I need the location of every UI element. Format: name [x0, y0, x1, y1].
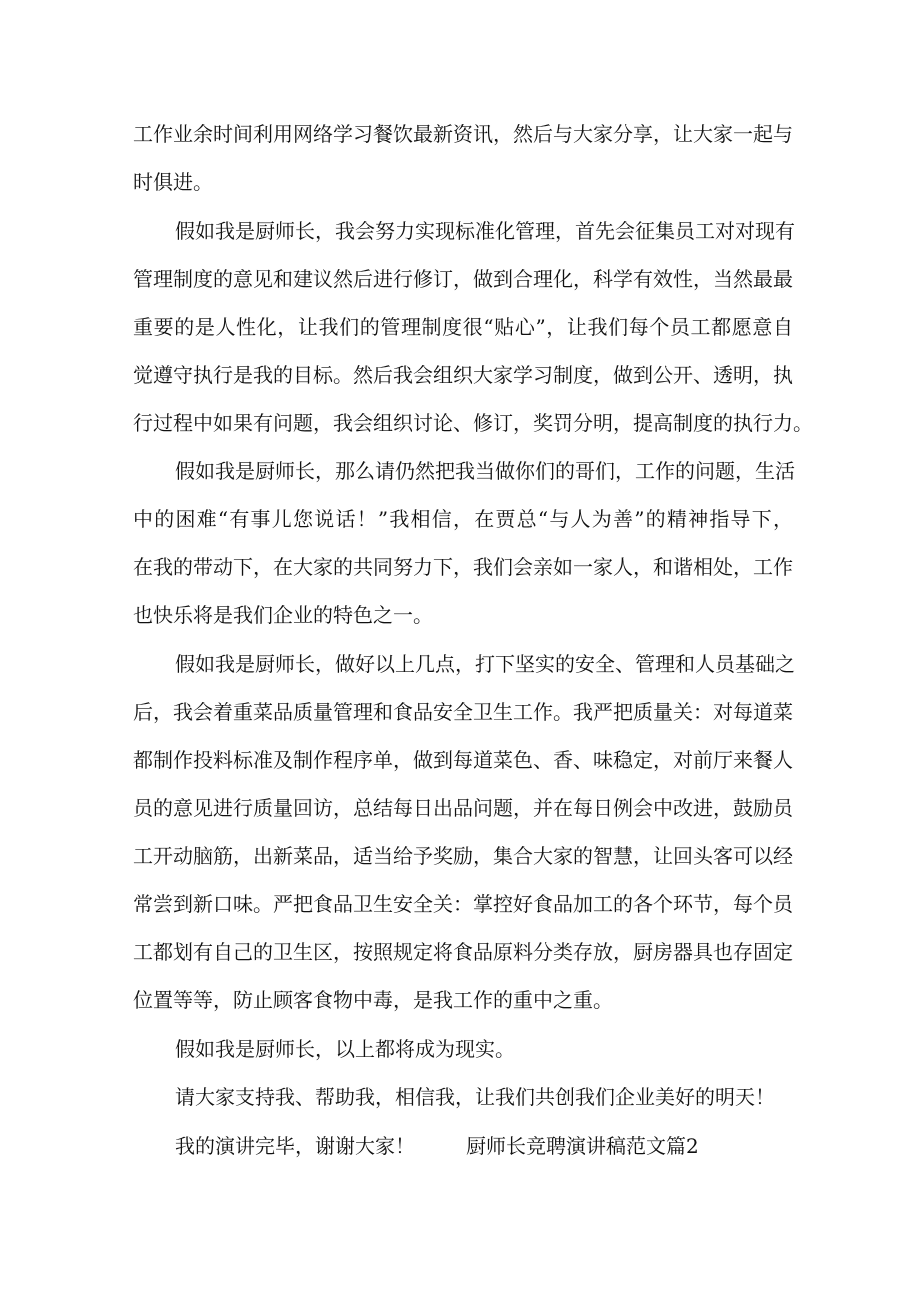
paragraph-2-line-1: 假如我是厨师长，我会努力实现标准化管理，首先会征集员工对对现有 [175, 219, 795, 243]
paragraph-4-line-2: 后，我会着重菜品质量管理和食品安全卫生工作。我严把质量关：对每道菜 [133, 700, 793, 724]
paragraph-3-line-2: 中的困难“有事儿您说话！”我相信，在贾总“与人为善”的精神指导下， [133, 507, 793, 531]
paragraph-4-line-1: 假如我是厨师长，做好以上几点，打下坚实的安全、管理和人员基础之 [175, 652, 795, 676]
paragraph-3-line-1: 假如我是厨师长，那么请仍然把我当做你们的哥们，工作的问题，生活 [175, 459, 795, 483]
paragraph-2-line-4: 觉遵守执行是我的目标。然后我会组织大家学习制度，做到公开、透明，执 [133, 363, 793, 387]
closing-line-3: 我的演讲完毕，谢谢大家！ [175, 1134, 415, 1158]
paragraph-4-line-8: 位置等等，防止顾客食物中毒，是我工作的重中之重。 [133, 988, 613, 1012]
paragraph-3-line-3: 在我的带动下，在大家的共同努力下，我们会亲如一家人，和谐相处，工作 [133, 555, 793, 579]
next-article-title: 厨师长竞聘演讲稿范文篇2 [466, 1134, 699, 1158]
paragraph-1-line-2: 时俱进。 [133, 170, 213, 194]
paragraph-4-line-5: 工开动脑筋，出新菜品，适当给予奖励，集合大家的智慧，让回头客可以经 [133, 844, 793, 868]
closing-line-1: 假如我是厨师长，以上都将成为现实。 [175, 1037, 515, 1061]
paragraph-2-line-3: 重要的是人性化，让我们的管理制度很“贴心”，让我们每个员工都愿意自 [133, 315, 793, 339]
paragraph-4-line-6: 常尝到新口味。严把食品卫生安全关：掌控好食品加工的各个环节，每个员 [133, 892, 793, 916]
paragraph-2-line-2: 管理制度的意见和建议然后进行修订，做到合理化，科学有效性，当然最最 [133, 267, 793, 291]
paragraph-1-line-1: 工作业余时间利用网络学习餐饮最新资讯，然后与大家分享，让大家一起与 [133, 122, 793, 146]
paragraph-4-line-4: 员的意见进行质量回访，总结每日出品问题，并在每日例会中改进，鼓励员 [133, 796, 793, 820]
paragraph-3-line-4: 也快乐将是我们企业的特色之一。 [133, 603, 433, 627]
closing-line-2: 请大家支持我、帮助我，相信我，让我们共创我们企业美好的明天！ [175, 1085, 775, 1109]
paragraph-4-line-3: 都制作投料标准及制作程序单，做到每道菜色、香、味稳定，对前厅来餐人 [133, 748, 793, 772]
paragraph-4-line-7: 工都划有自己的卫生区，按照规定将食品原料分类存放，厨房器具也存固定 [133, 940, 793, 964]
paragraph-2-line-5: 行过程中如果有问题，我会组织讨论、修订，奖罚分明，提高制度的执行力。 [133, 411, 813, 435]
